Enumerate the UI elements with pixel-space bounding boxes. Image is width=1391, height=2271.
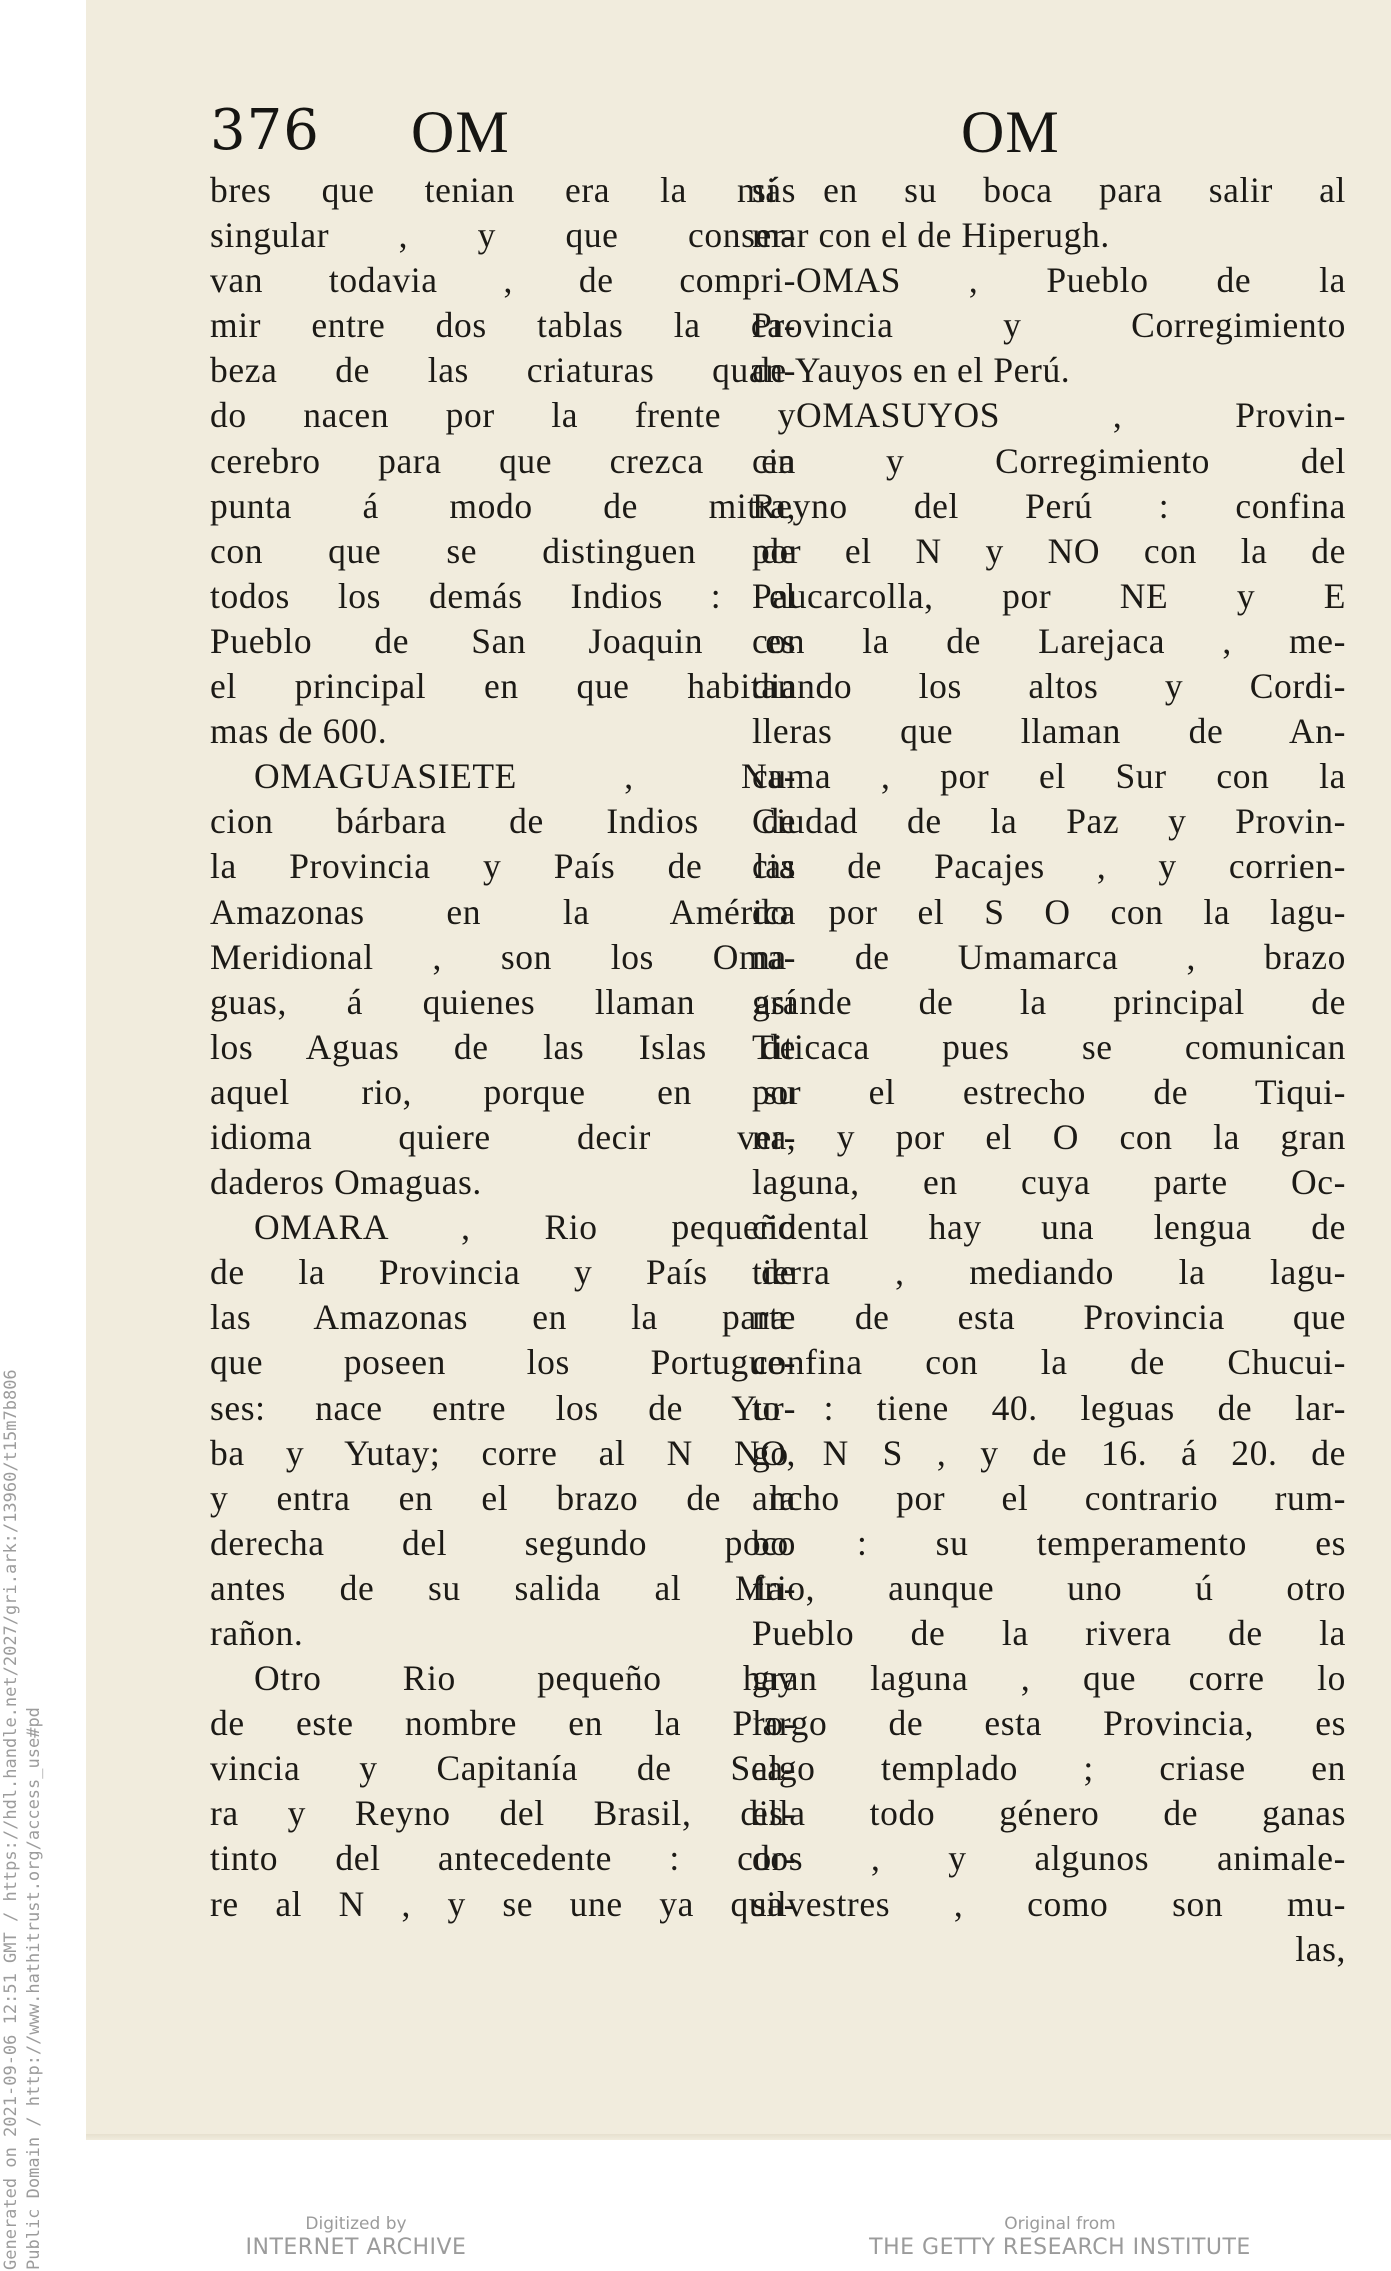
text-line: ra y Reyno del Brasil, dis- <box>210 1793 796 1834</box>
text-line: ancho por el contrario rum- <box>752 1477 1346 1518</box>
right-column <box>752 168 1346 1972</box>
text-line: ba y Yutay; corre al N NO, <box>210 1432 796 1473</box>
text-line: derecha del segundo poco <box>210 1522 796 1563</box>
text-line: dos , y algunos animale- <box>752 1838 1346 1879</box>
header-word-right: OM <box>961 99 1060 165</box>
text-line: vincia y Capitanía de Sea- <box>210 1748 796 1789</box>
text-line: silvestres , como son mu- <box>752 1883 1346 1924</box>
left-column <box>210 168 796 1927</box>
text-line: cerebro para que crezca en <box>210 440 796 481</box>
text-line: na de esta Provincia que <box>752 1297 1346 1338</box>
text-line: cidental hay una lengua de <box>752 1207 1346 1248</box>
digitized-by-label: Digitized by <box>305 2214 407 2234</box>
text-line: Titicaca pues se comunican <box>752 1026 1346 1067</box>
text-line: Reyno del Perú : confina <box>752 485 1346 526</box>
text-line: y entra en el brazo de la <box>210 1477 796 1518</box>
text-line: mir entre dos tablas la ca- <box>210 305 796 346</box>
text-line: ella todo género de ganas <box>752 1793 1346 1834</box>
running-header <box>86 98 1391 168</box>
text-line: gran laguna , que corre lo <box>752 1658 1346 1699</box>
text-line: Otro Rio pequeño hay <box>254 1658 796 1699</box>
text-line: mas de 600. <box>210 711 388 752</box>
text-line: van todavia , de compri- <box>210 260 796 301</box>
text-line: beza de las criaturas quan- <box>210 350 796 391</box>
text-line: to : tiene 40. leguas de lar- <box>752 1387 1346 1428</box>
catchword: las, <box>1295 1928 1346 1969</box>
text-line: la Provincia y País de las <box>210 846 796 887</box>
internet-archive-label: INTERNET ARCHIVE <box>245 2235 467 2260</box>
original-from-label: Original from <box>1004 2214 1116 2234</box>
generation-stamp <box>0 1100 60 2271</box>
book-page <box>86 0 1391 2140</box>
text-line: do por el S O con la lagu- <box>752 891 1346 932</box>
text-line: cuma , por el Sur con la <box>752 756 1346 797</box>
text-line: re al N , y se une ya qua- <box>210 1883 796 1924</box>
text-line: go N S , y de 16. á 20. de <box>752 1432 1346 1473</box>
text-line: de este nombre en la Pro- <box>210 1703 796 1744</box>
text-line: largo de esta Provincia, es <box>752 1703 1346 1744</box>
text-line: Ciudad de la Paz y Provin- <box>752 801 1346 842</box>
text-line: cia y Corregimiento del <box>752 440 1346 481</box>
text-line: rañon. <box>210 1613 304 1653</box>
text-line: algo templado ; criase en <box>752 1748 1346 1789</box>
text-line: ses: nace entre los de Yur- <box>210 1387 796 1428</box>
text-line: na de Umamarca , brazo <box>752 936 1346 977</box>
text-line: lleras que llaman de An- <box>752 711 1346 752</box>
text-line: diando los altos y Cordi- <box>752 666 1346 707</box>
text-line: con la de Larejaca , me- <box>752 620 1346 661</box>
text-line: tierra , mediando la lagu- <box>752 1252 1346 1293</box>
text-line: cion bárbara de Indios de <box>210 801 796 842</box>
text-line: las Amazonas en la parte <box>210 1297 796 1338</box>
text-line: Meridional , son los Oma- <box>210 936 796 977</box>
text-line: guas, á quienes llaman así <box>210 981 796 1022</box>
text-line: si en su boca para salir al <box>752 170 1346 210</box>
text-line: con que se distinguen de <box>210 530 796 571</box>
text-line: aquel rio, porque en su <box>210 1071 796 1112</box>
text-line: todos los demás Indios : el <box>210 575 796 616</box>
entry-heading-line: OMARA , Rio pequeño <box>254 1207 796 1248</box>
text-line: antes de su salida al Ma- <box>210 1567 796 1608</box>
text-line: laguna, en cuya parte Oc- <box>752 1162 1346 1203</box>
digitized-by-credit <box>206 2213 506 2261</box>
text-line: tinto del antecedente : cor- <box>210 1838 796 1879</box>
stamp-line-generated: Generated on 2021-09-06 12:51 GMT / https://hdl.handle.net/2027/gri.ark:/13960/t15m7b806 <box>1 1369 21 2270</box>
entry-heading-line: OMAGUASIETE , Na- <box>254 756 796 797</box>
text-line: na, y por el O con la gran <box>752 1116 1346 1157</box>
text-line: daderos Omaguas. <box>210 1162 482 1203</box>
text-line: Paucarcolla, por NE y E <box>752 575 1346 616</box>
text-line: el principal en que habitan <box>210 666 796 707</box>
text-line: cia de Pacajes , y corrien- <box>752 846 1346 887</box>
stamp-line-license: Public Domain / http://www.hathitrust.org/access_use#pd <box>24 1707 44 2270</box>
text-line: idioma quiere decir ver- <box>210 1116 796 1157</box>
text-line: bo : su temperamento es <box>752 1522 1346 1563</box>
text-line: que poseen los Portugue- <box>210 1342 796 1383</box>
getty-institute-label: THE GETTY RESEARCH INSTITUTE <box>869 2235 1251 2260</box>
entry-heading-line: OMAS , Pueblo de la <box>796 260 1346 301</box>
text-line: de la Provincia y País de <box>210 1252 796 1293</box>
text-line: los Aguas de las Islas de <box>210 1026 796 1067</box>
text-line: grande de la principal de <box>752 981 1346 1022</box>
header-word-left: OM <box>411 99 510 165</box>
text-line: por el N y NO con la de <box>752 530 1346 571</box>
text-line: punta á modo de mitra, <box>210 485 796 526</box>
text-line: do nacen por la frente y <box>210 395 796 436</box>
text-line: mar con el de Hiperugh. <box>752 215 1110 256</box>
text-line: Pueblo de San Joaquin es <box>210 620 796 661</box>
page-number: 376 <box>210 98 320 163</box>
text-line: bres que tenian era la más <box>210 170 796 210</box>
text-line: Amazonas en la América <box>210 891 796 932</box>
text-line: frio, aunque uno ú otro <box>752 1567 1346 1608</box>
entry-heading-line: OMASUYOS , Provin- <box>796 395 1346 436</box>
text-line: por el estrecho de Tiqui- <box>752 1071 1346 1112</box>
text-line: Pueblo de la rivera de la <box>752 1613 1346 1653</box>
text-line: confina con la de Chucui- <box>752 1342 1346 1383</box>
text-line: Provincia y Corregimiento <box>752 305 1346 346</box>
original-from-credit <box>840 2213 1280 2261</box>
text-line: singular , y que conser- <box>210 215 796 256</box>
text-line: de Yauyos en el Perú. <box>752 350 1071 391</box>
